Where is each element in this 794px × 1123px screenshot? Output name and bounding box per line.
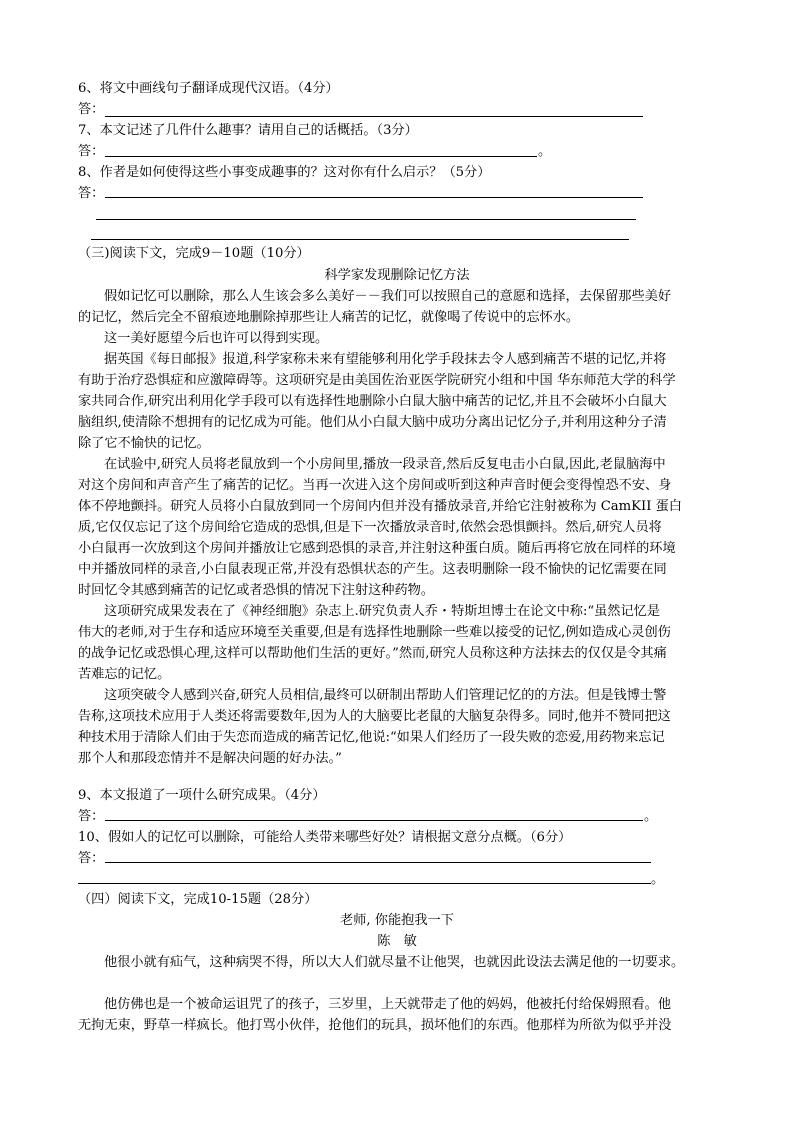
passage-line: 家共同合作,研究出利用化学手段可以有选择性地删除小白鼠大脑中痛苦的记忆,并且不会破坏小白鼠大: [78, 394, 667, 409]
passage-line: 据英国《每日邮报》报道,科学家称未来有望能够利用化学手段抹去令人感到痛苦不堪的记忆,并将: [104, 352, 667, 367]
passage-line: 假如记忆可以删除，那么人生该会多么美好－－我们可以按照自己的意愿和选择，去保留那些美好: [104, 289, 672, 304]
answer-end-7: 。: [538, 144, 552, 159]
passage-line: 无拘无束，野草一样疯长。他打骂小伙伴，抢他们的玩具，损坏他们的东西。他那样为所欲为似乎并没: [78, 1018, 672, 1033]
answer-label-10: 答：: [78, 851, 105, 866]
answer-end-9: 。: [644, 809, 658, 824]
passage-line: 这项研究成果发表在了《神经细胞》杂志上.研究负责人乔・特斯坦博士在论文中称:“虽然记忆是: [104, 604, 661, 619]
section-4-header: （四）阅读下文，完成10-15题（28分）: [78, 892, 318, 907]
answer-line-10b[interactable]: [78, 883, 651, 884]
answer-end-10: 。: [651, 872, 665, 887]
passage-line: 苦难忘的记忆。: [78, 667, 171, 682]
answer-line-8c[interactable]: [91, 239, 629, 240]
passage-line: 体不停地颤抖。研究人员将小白鼠放到同一个房间内但并没有播放录音,并给它注射被称为 CamKII 蛋白: [78, 499, 682, 514]
passage-line: 有助于治疗恐惧症和应激障碍等。这项研究是由美国佐治亚医学院研究小组和中国 华东师范大学的科学: [78, 373, 676, 388]
passage-line: 对这个房间和声音产生了痛苦的记忆。当再一次进入这个房间或听到这种声音时便会变得惶恐不安、身: [78, 478, 672, 493]
passage-line: 他仿佛也是一个被命运诅咒了的孩子，三岁里，上天就带走了他的妈妈，他被托付给保姆照看。他: [104, 997, 672, 1012]
answer-line-10a[interactable]: [105, 862, 651, 863]
section-3-header: （三)阅读下文，完成9－10题（10分）: [78, 246, 310, 261]
passage-line: 这项突破令人感到兴奋,研究人员相信,最终可以研制出帮助人们管理记忆的的方法。但是钱博士警: [104, 688, 667, 703]
section-4-author: 陈 敏: [377, 934, 417, 949]
passage-line: 种技术用于清除人们由于失恋而造成的痛苦记忆,他说:“如果人们经历了一段失败的恋爱,用药物来忘记: [78, 730, 665, 745]
passage-line: 他很小就有疝气，这种病哭不得，所以大人们就尽量不让他哭，也就因此设法去满足他的一切要求。: [104, 955, 685, 970]
answer-line-8a[interactable]: [105, 197, 643, 198]
passage-line: 伟大的老师,对于生存和适应环境至关重要,但是有选择性地删除一些难以接受的记忆,例如造成心灵创伤: [78, 625, 671, 640]
answer-line-9[interactable]: [105, 820, 643, 821]
question-10: 10、假如人的记忆可以删除，可能给人类带来哪些好处？请根据文意分点概。（6分）: [78, 830, 572, 845]
section-3-title: 科学家发现删除记忆方法: [324, 268, 470, 283]
section-4-title: 老师, 你能抱我一下: [340, 913, 454, 928]
passage-line: 质,它仅仅忘记了这个房间给它造成的恐惧,但是下一次播放录音时,依然会恐惧颤抖。然后,研究人员将: [78, 520, 662, 535]
answer-label-9: 答：: [78, 809, 105, 824]
passage-line: 这一美好愿望今后也许可以得到实现。: [104, 331, 329, 346]
passage-line: 小白鼠再一次放到这个房间并播放让它感到恐惧的录音,并注射这种蛋白质。随后再将它放在同样的环境: [78, 541, 676, 556]
answer-label-8: 答：: [78, 186, 105, 201]
answer-line-8b[interactable]: [96, 219, 636, 220]
passage-line: 中并播放同样的录音,小白鼠表现正常,并没有恐惧状态的产生。这表明删除一段不愉快的记忆需要在同: [78, 562, 667, 577]
question-9: 9、本文报道了一项什么研究成果。（4分）: [78, 788, 326, 803]
passage-line: 告称,这项技术应用于人类还将需要数年,因为人的大脑要比老鼠的大脑复杂得多。同时,他并不赞同把这: [78, 709, 671, 724]
passage-line: 那个人和那段恋情并不是解决问题的好办法。”: [78, 751, 342, 766]
answer-label-6: 答：: [78, 102, 105, 117]
question-7: 7、本文记述了几件什么趣事？请用自己的话概括。（3分）: [78, 123, 418, 138]
answer-line-6[interactable]: [105, 116, 643, 117]
passage-line: 的记忆，然后完全不留痕迹地删除掉那些让人痛苦的记忆，就像喝了传说中的忘怀水。: [78, 310, 580, 325]
passage-line: 除了它不愉快的记忆。: [78, 436, 210, 451]
answer-line-7[interactable]: [105, 156, 537, 157]
passage-line: 在试验中,研究人员将老鼠放到一个小房间里,播放一段录音,然后反复电击小白鼠,因此,老鼠脑海中: [104, 457, 666, 472]
passage-line: 时回忆令其感到痛苦的记忆或者恐惧的情况下注射这种药物。: [78, 583, 435, 598]
question-8: 8、作者是如何使得这些小事变成趣事的？这对你有什么启示？（5分）: [78, 165, 491, 180]
question-6: 6、将文中画线句子翻译成现代汉语。（4分）: [78, 81, 339, 96]
passage-line: 的战争记忆或恐惧心理,这样可以帮助他们生活的更好。”然而,研究人员称这种方法抹去的仅仅是令其痛: [78, 646, 667, 661]
passage-line: 脑组织,使清除不想拥有的记忆成为可能。他们从小白鼠大脑中成功分离出记忆分子,并利用这种分子清: [78, 415, 667, 430]
answer-label-7: 答：: [78, 144, 105, 159]
